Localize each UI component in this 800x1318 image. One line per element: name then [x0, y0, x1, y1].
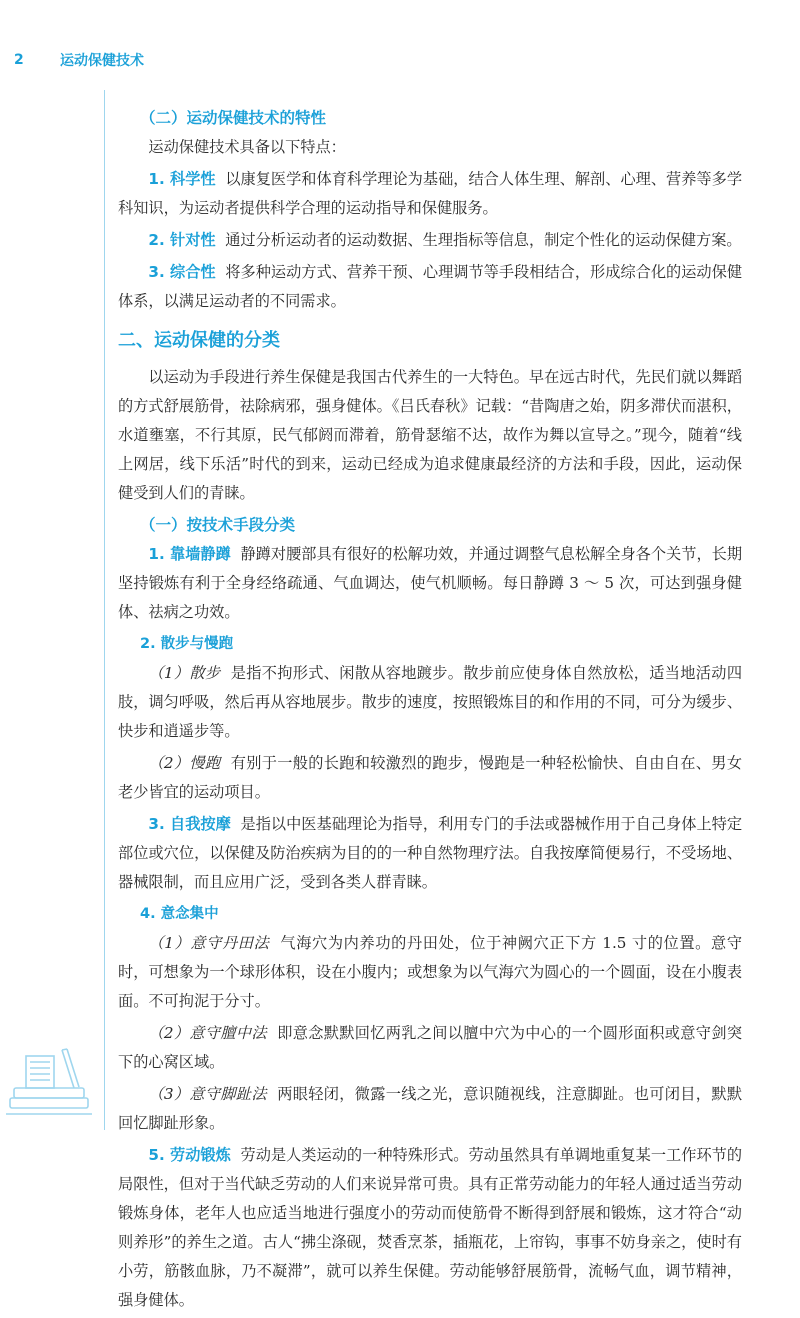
feature-text: 以康复医学和体育科学理论为基础，结合人体生理、解剖、心理、营养等多学科知识，为运动者提供科学合理的运动指导和保健服务。: [118, 170, 743, 217]
method-massage: [118, 810, 742, 897]
feature-lead: 1. 科学性: [148, 170, 216, 188]
method-text: 是指不拘形式、闲散从容地踱步。散步前应使身体自然放松，适当地活动四肢，调匀呼吸，然后再从容地展步。散步的速度，按照锻炼目的和作用的不同，可分为缓步、快步和逍遥步等。: [118, 664, 743, 740]
method-lead: 5. 劳动锻炼: [148, 1146, 231, 1164]
feature-item: [118, 165, 742, 223]
method-lead: 1. 靠墙静蹲: [148, 545, 231, 563]
running-title: 运动保健技术: [60, 53, 144, 69]
subsection-heading-methods: （一）按技术手段分类: [140, 516, 296, 534]
method-wall-squat: [118, 540, 742, 627]
focus-lead: （1）意守丹田法: [148, 934, 270, 952]
focus-text: 气海穴为内养功的丹田处，位于神阙穴正下方 1.5 寸的位置。意守时，可想象为一个球形体积，设在小腹内；或想象为以气海穴为圆心的一个圆面，设在小腹表面。不可拘泥于分寸。: [118, 934, 743, 1010]
books-pencil-icon: [4, 1040, 94, 1120]
focus-item: [118, 1019, 742, 1077]
method-heading-focus: 4. 意念集中: [140, 906, 219, 922]
page-body: [118, 104, 742, 1318]
method-text: 有别于一般的长跑和较激烈的跑步，慢跑是一种轻松愉快、自由自在、男女老少皆宜的运动项目。: [118, 754, 743, 801]
focus-text: 两眼轻闭，微露一线之光，意识随视线，注意脚趾。也可闭目，默默回忆脚趾形象。: [118, 1085, 743, 1132]
features-intro: 运动保健技术具备以下特点：: [148, 138, 346, 156]
classification-intro: 以运动为手段进行养生保健是我国古代养生的一大特色。早在远古时代，先民们就以舞蹈的方式舒展筋骨，祛除病邪，强身健体。《吕氏春秋》记载：“昔陶唐之始，阴多滞伏而湛积，水道壅塞，不行其原，民气郁阏而滞着，筋骨瑟缩不达，故作为舞以宣导之。”现今，随着“线上网居，线下乐活”时代的到来，运动已经成为追求健康最经济的方法和手段，因此，运动保健受到人们的青睐。: [118, 368, 742, 502]
section-heading-classification: 二、运动保健的分类: [118, 330, 280, 351]
method-heading-walk-jog: 2. 散步与慢跑: [140, 636, 234, 652]
page-number: 2: [14, 52, 24, 68]
focus-item: [118, 929, 742, 1016]
method-sublead: （1）散步: [148, 664, 221, 682]
margin-rule: [104, 90, 105, 1130]
method-text: 劳动是人类运动的一种特殊形式。劳动虽然具有单调地重复某一工作环节的局限性，但对于当代缺乏劳动的人们来说异常可贵。具有正常劳动能力的年轻人通过适当劳动锻炼身体，老年人也应适当地进行强度小的劳动而使筋骨不断得到舒展和锻炼，这才符合“动则养形”的养生之道。古人“拂尘涤砚，焚香烹茶，插瓶花，上帘钩，事事不妨身亲之，使时有小劳，筋骸血脉，乃不凝滞”，就可以养生保健。劳动能够舒展筋骨，流畅气血，调节精神，强身健体。: [118, 1146, 743, 1309]
feature-lead: 3. 综合性: [148, 263, 216, 281]
method-sublead: （2）慢跑: [148, 754, 221, 772]
method-lead: 3. 自我按摩: [148, 815, 231, 833]
feature-item: [118, 226, 742, 255]
method-walk: [118, 659, 742, 746]
focus-text: 即意念默默回忆两乳之间以膻中穴为中心的一个圆形面积或意守剑突下的心窝区域。: [118, 1024, 743, 1071]
method-jog: [118, 749, 742, 807]
focus-lead: （3）意守脚趾法: [148, 1085, 267, 1103]
method-labor: [118, 1141, 742, 1315]
focus-lead: （2）意守膻中法: [148, 1024, 267, 1042]
feature-lead: 2. 针对性: [148, 231, 216, 249]
feature-text: 通过分析运动者的运动数据、生理指标等信息，制定个性化的运动保健方案。: [225, 231, 742, 249]
method-text: 静蹲对腰部具有很好的松解功效，并通过调整气息松解全身各个关节，长期坚持锻炼有利于全身经络疏通、气血调达，使气机顺畅。每日静蹲 3 ～ 5 次，可达到强身健体、祛病之功效。: [118, 545, 743, 621]
focus-item: [118, 1080, 742, 1138]
page-header: [14, 50, 144, 70]
feature-text: 将多种运动方式、营养干预、心理调节等手段相结合，形成综合化的运动保健体系，以满足运动者的不同需求。: [118, 263, 743, 310]
section-heading-features: （二）运动保健技术的特性: [140, 109, 327, 127]
method-text: 是指以中医基础理论为指导，利用专门的手法或器械作用于自己身体上特定部位或穴位，以保健及防治疾病为目的的一种自然物理疗法。自我按摩简便易行，不受场地、器械限制，而且应用广泛，受到各类人群青睐。: [118, 815, 743, 891]
feature-item: [118, 258, 742, 316]
